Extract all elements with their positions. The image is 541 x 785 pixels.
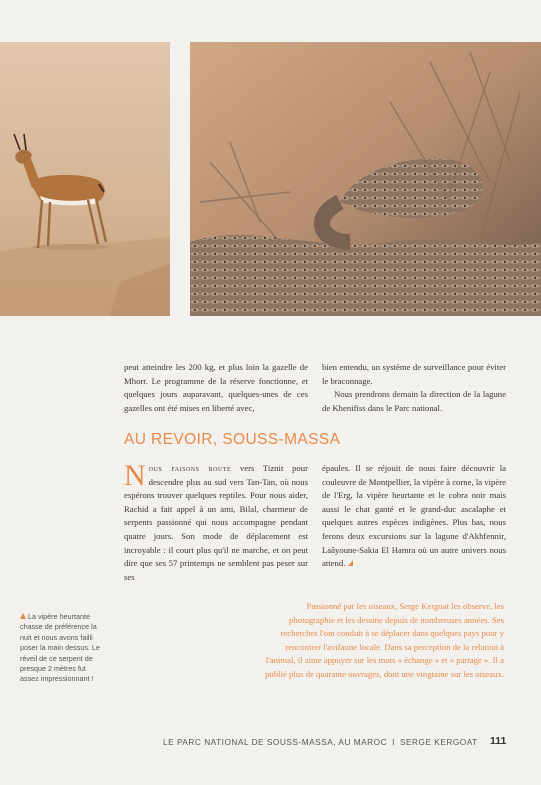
intro-paragraph-continued: bien entendu, un système de surveillance pour éviter le braconnage. [322, 362, 506, 386]
intro-paragraph-next: Nous prendrons demain la direction de la lagune de Khenifiss dans le Parc national. [322, 389, 506, 413]
intro-column-left [124, 361, 308, 415]
author-bio: Passionné par les oiseaux, Serge Kergoat les observe, les photographie et les dessine depuis de nombreuses années. Ses recherches l'ont conduit à se déplacer dans quelques pays pour y rencontrer l'avifaune locale. Dans sa perception de la relation à l'animal, il aime appuyer sur les mots « échange » et « partage ». Il a publié plus de quarante ouvrages, dont une vingtaine sur les oiseaux. [265, 601, 504, 679]
end-mark-icon [348, 560, 353, 566]
body-paragraph [124, 459, 308, 584]
body-text-left: vers Tiznit pour descendre plus au sud vers Tan-Tan, où nous espérons trouver quelques reptiles. Pour nous aider, Rachid a fait appel à un ami, Bilal, charmeur de serpents passionné qui nous accompagne pendant quatre jours. Son mode de déplacement est incroyable : il court plus qu'il ne marche, et on peut dire que ses 57 printemps ne semblent pas peser sur ses [124, 463, 308, 582]
page-number: 111 [490, 735, 507, 747]
photo-caption [20, 612, 106, 685]
drop-cap: N [124, 459, 146, 492]
body-column-left [124, 459, 308, 584]
caption-text: La vipère heurtante chasse de préférence la nuit et nous avons failli poser la main dessus. Le réveil de ce serpent de presque 2 mètres fut assez impressionnant ! [20, 612, 100, 684]
viper-illustration [190, 42, 541, 316]
body-column-right [322, 462, 506, 571]
footer-author: SERGE KERGOAT [399, 737, 478, 747]
caption-triangle-icon [20, 613, 26, 619]
intro-column-right [322, 361, 506, 415]
viper-photo [190, 42, 541, 316]
body-text-right: épaules. Il se réjouit de nous faire découvrir la couleuvre de Montpellier, la vipère à corne, la vipère de l'Erg, la vipère heurtante et le cobra noir mais aussi le chat ganté et le grand-duc ascalaphe et quelques autres espèces indigènes. Plus bas, nous ferons deux excursions sur la lagune d'Akhfennir, Laâyoune-Sakia El Hamra où un autre univers nous attend. [322, 463, 506, 569]
footer-title: LE PARC NATIONAL DE SOUSS-MASSA, AU MAROC [163, 737, 388, 747]
running-footer [163, 737, 503, 747]
intro-paragraph: peut atteindre les 200 kg, et plus loin la gazelle de Mhorr. Le programme de la réserve fonctionne, et quelques jours auparavant, quelques-unes de ces gazelles ont été mises en liberté avec, [124, 362, 308, 413]
footer-separator: I [392, 737, 395, 747]
lead-in-smallcaps: ous faisons route [148, 463, 232, 473]
gazelle-photo [0, 42, 170, 316]
body-paragraph-continued [322, 462, 506, 571]
gazelle-illustration [0, 42, 170, 316]
section-heading: AU REVOIR, SOUSS-MASSA [124, 431, 341, 448]
